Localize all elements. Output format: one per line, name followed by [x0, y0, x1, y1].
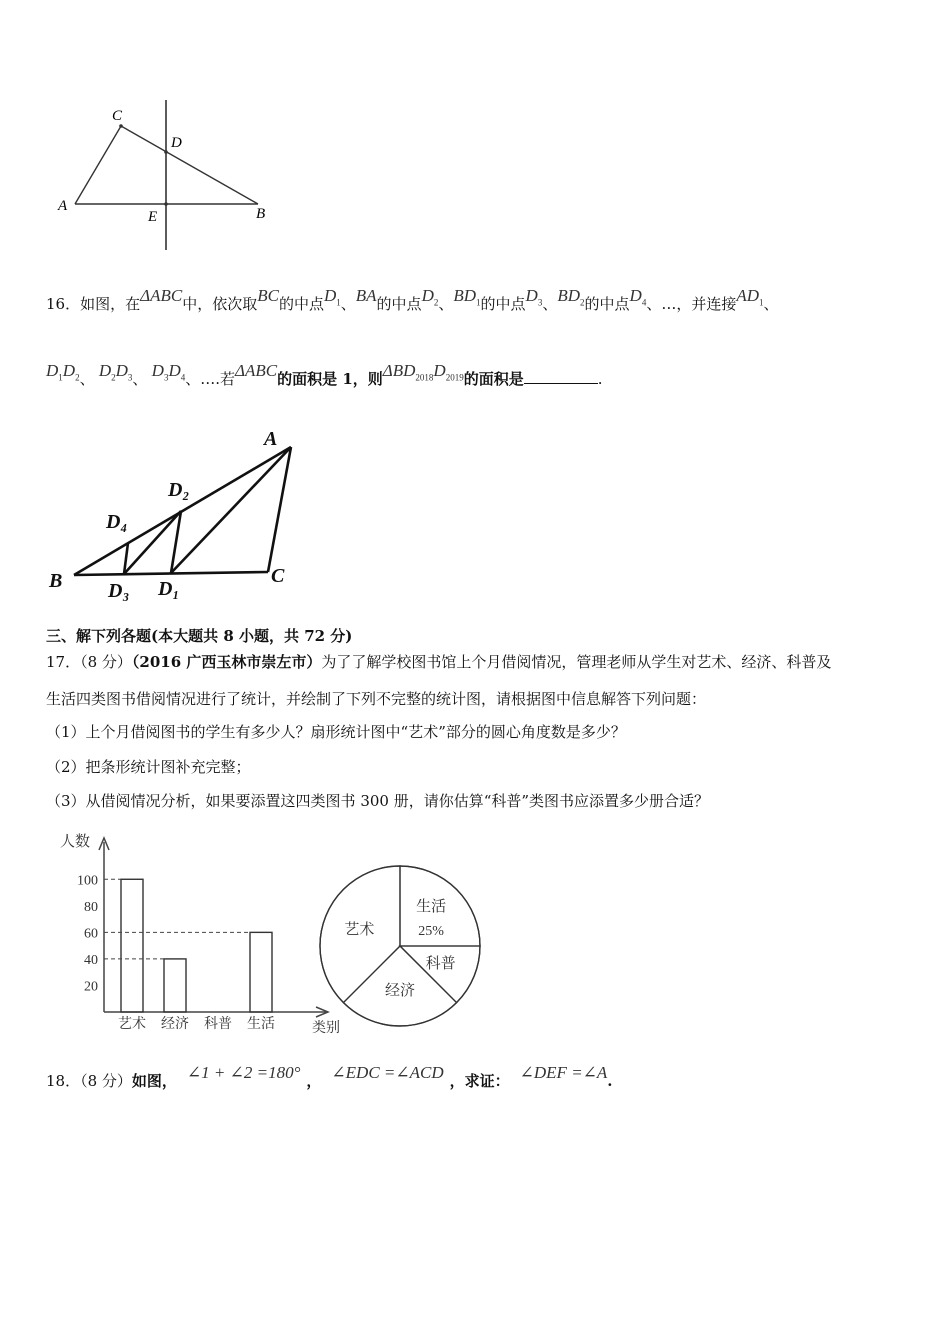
label-c: C	[112, 108, 123, 124]
x-tick-label: 经济	[161, 1017, 189, 1032]
q17-number: 17．	[46, 653, 81, 671]
x-tick-label: 科普	[204, 1017, 232, 1032]
pie-slice-label: 艺术	[344, 922, 375, 939]
q16-line-1: 16．如图，在ΔABC中，依次取BC的中点$D_1$、BA的中点$D_2$、$BD_1$的中点$D_3$、$BD_2$的中点$D_4$、…，并连接$AD_1$、	[46, 286, 779, 313]
q17-part-1: （1）上个月借阅图书的学生有多少人？扇形统计图中“艺术”部分的圆心角度数是多少？	[46, 723, 626, 741]
q17-part-3: （3）从借阅情况分析，如果要添置这四类图书 300 册，请你估算“科普”类图书应添置多少册合适？	[46, 792, 710, 810]
label-a: A	[58, 198, 68, 214]
label-d2: D₂	[168, 479, 190, 501]
segment-ca	[75, 126, 121, 204]
figure-q15-triangle	[50, 100, 290, 252]
q16-number: 16．	[46, 295, 81, 313]
label-d3: D₃	[108, 580, 130, 602]
y-tick-label: 40	[84, 952, 98, 968]
figure-q16-midpoints	[44, 425, 304, 605]
q18-number: 18．	[46, 1072, 81, 1090]
y-tick-label: 80	[84, 899, 98, 915]
pie-slice-percent: 25%	[418, 923, 444, 939]
x-tick-label: 艺术	[118, 1017, 146, 1032]
answer-blank[interactable]	[524, 369, 598, 384]
label-b: B	[256, 206, 266, 222]
label-b: B	[49, 570, 63, 592]
bar-chart	[50, 826, 350, 1036]
bar	[250, 932, 272, 1012]
q17-line-1: 17．（8 分）（2016 广西玉林市崇左市）为了了解学校图书馆上个月借阅情况，管理老师从学生对艺术、经济、科普及	[46, 653, 832, 671]
y-tick-label: 60	[84, 926, 98, 942]
pie-slice-label: 科普	[425, 955, 456, 972]
label-d1: D₁	[158, 578, 180, 600]
section-3-heading: 三、解下列各题(本大题共 8 小题，共 72 分)	[46, 627, 353, 645]
bar	[164, 959, 186, 1012]
q17-part-2: （2）把条形统计图补充完整；	[46, 758, 251, 776]
label-d4: D₄	[106, 511, 128, 533]
q18-line: 18．（8 分）如图， ∠1 + ∠2 =180° ， ∠EDC =∠ACD ，求证： ∠DEF =∠A.	[46, 1063, 613, 1090]
pie-slice-label: 生活	[416, 898, 447, 915]
pie-slice-label: 经济	[384, 983, 416, 999]
x-tick-label: 生活	[247, 1017, 275, 1032]
label-c: C	[271, 565, 285, 587]
label-a: A	[264, 428, 278, 450]
q17-line-2: 生活四类图书借阅情况进行了统计，并绘制了下列不完整的统计图，请根据图中信息解答下列问题：	[46, 690, 707, 708]
label-d: D	[171, 135, 182, 151]
y-tick-label: 100	[77, 873, 98, 889]
segment-cb	[121, 126, 258, 204]
x-axis-label: 类别	[312, 1021, 340, 1036]
bar	[121, 879, 143, 1012]
q16-line-2: $D_1D_2$、 $D_2D_3$、 $D_3D_4$、….若ΔABC的面积是 1，则$\Delta BD_{2018}D_{2019}$的面积是 .	[46, 361, 603, 388]
label-e: E	[148, 209, 158, 225]
y-tick-label: 20	[84, 979, 98, 995]
pie-chart	[316, 860, 492, 1036]
y-axis-label: 人数	[60, 834, 91, 850]
segment-ad1	[171, 447, 291, 573]
